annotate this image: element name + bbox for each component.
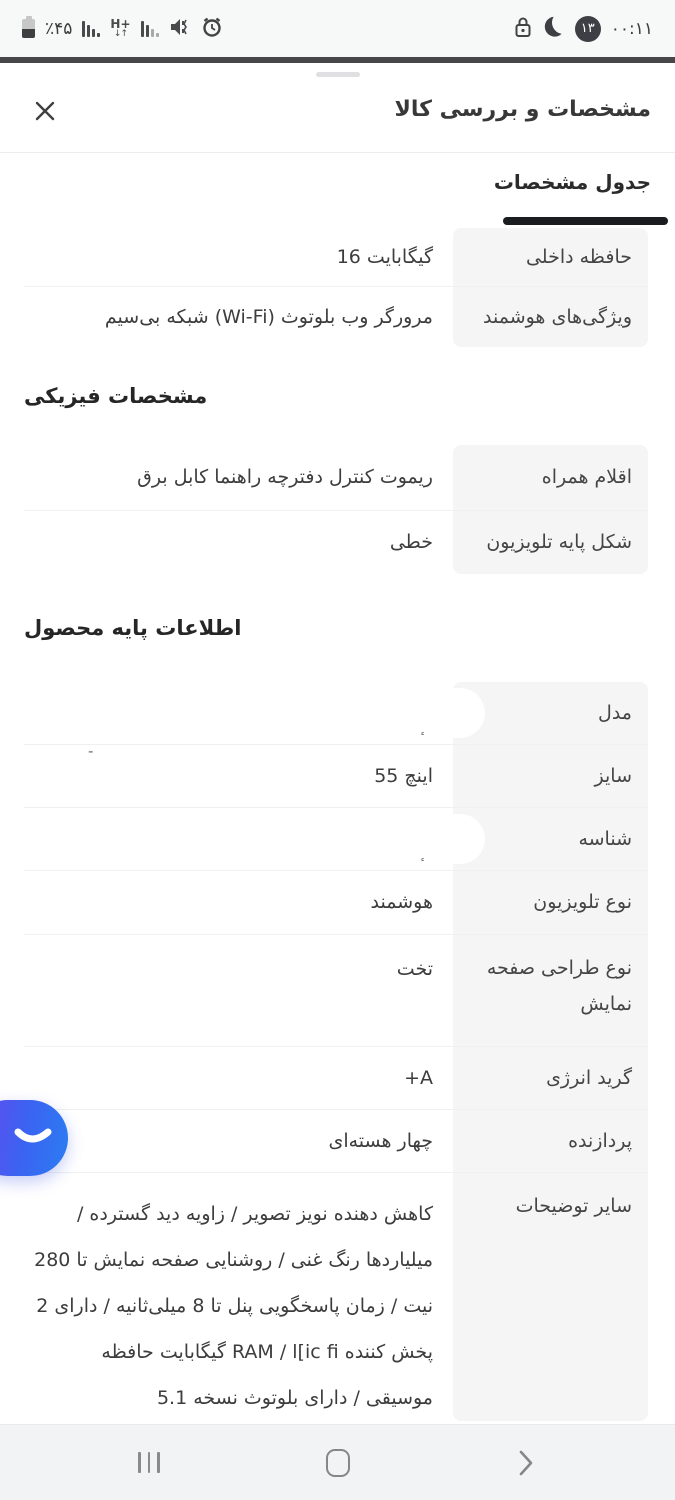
- notification-count-badge: ۱۳: [575, 16, 601, 42]
- close-button[interactable]: [30, 96, 60, 126]
- signal-bars-icon: [141, 20, 159, 37]
- chat-smile-icon: [14, 1124, 54, 1152]
- close-icon: [30, 96, 60, 126]
- spec-row: [24, 1172, 648, 1421]
- sheet-title: مشخصات و بررسی کالا: [394, 97, 651, 122]
- spec-label: اقلام همراه: [453, 445, 648, 510]
- spec-row: [24, 870, 648, 934]
- back-icon: [517, 1449, 535, 1477]
- spec-value: ریموت کنترل دفترچه راهنما کابل برق: [137, 466, 433, 489]
- spec-row: [24, 286, 648, 347]
- spec-label: نوع تلویزیون: [453, 871, 648, 934]
- spec-row: [24, 682, 648, 760]
- signal-bars-icon: [82, 20, 100, 37]
- spec-label: شکل پایه تلویزیون: [453, 511, 648, 574]
- spec-value: تخت: [396, 958, 433, 980]
- redacted-blob: [423, 814, 485, 864]
- recents-button[interactable]: [125, 1439, 173, 1487]
- section-heading: مشخصات فیزیکی: [24, 384, 208, 408]
- spec-label: نوع طراحی صفحه نمایش: [453, 935, 648, 1046]
- spec-label: مدل: [453, 682, 648, 744]
- sheet-drag-handle[interactable]: [316, 72, 360, 77]
- spec-value: کاهش دهنده نویز تصویر / زاویه دید گسترده / میلیاردها رنگ غنی / روشنایی صفحه نمایش تا 280 نیت / زمان پاسخگویی پنل تا 8 میلی‌ثانیه / دارای 2 گیگابایت حافظه RAM / l[ic fi پخش کننده موسیقی / دارای بلوتوث نسخه 5.1: [34, 1203, 433, 1409]
- status-bar: [0, 0, 675, 57]
- spec-row: [24, 807, 648, 870]
- home-icon: [326, 1449, 350, 1477]
- battery-percent: ٪۴۵: [45, 18, 73, 39]
- redacted-blob: [423, 688, 485, 738]
- spec-label: گرید انرژی: [453, 1047, 648, 1109]
- system-nav-bar: [0, 1424, 675, 1500]
- specs-bottom-sheet: [0, 63, 675, 1500]
- spec-value: هوشمند: [370, 891, 433, 914]
- alarm-clock-icon: [201, 16, 223, 42]
- battery-icon: [22, 19, 35, 38]
- lock-icon: [513, 16, 533, 42]
- status-left-cluster: [22, 16, 223, 42]
- spec-row: [24, 744, 648, 807]
- spec-row: [24, 1109, 648, 1172]
- spec-label: سایر توضیحات: [453, 1173, 648, 1421]
- spec-label: سایز: [453, 745, 648, 807]
- spec-row: [24, 445, 648, 510]
- section-heading: اطلاعات پایه محصول: [24, 616, 242, 640]
- spec-value: +A: [404, 1066, 433, 1089]
- spec-table: [24, 228, 648, 1421]
- recents-icon: [138, 1452, 160, 1473]
- spec-row: [24, 934, 648, 1046]
- moon-icon: [543, 16, 565, 42]
- home-button[interactable]: [314, 1439, 362, 1487]
- spec-value: خطی: [389, 531, 433, 554]
- spec-value: 16 گیگابایت: [336, 245, 433, 268]
- spec-label: حافظه داخلی: [453, 228, 648, 286]
- spec-row: [24, 228, 648, 286]
- spec-row: [24, 1046, 648, 1109]
- spec-row: [24, 510, 648, 574]
- status-right-cluster: [513, 16, 653, 42]
- vibrate-mute-icon: [169, 17, 191, 41]
- back-button[interactable]: [502, 1439, 550, 1487]
- spec-label: پردازنده: [453, 1110, 648, 1172]
- mobile-data-hplus-icon: H+ ↓↑: [110, 17, 131, 39]
- header-divider: [0, 152, 675, 153]
- clock-time: ۰۰:۱۱: [610, 18, 653, 39]
- spec-value: چهار هسته‌ای: [328, 1129, 433, 1152]
- active-tab-indicator: [503, 217, 668, 225]
- redaction-residue: -: [88, 742, 94, 760]
- tab-spec-table[interactable]: جدول مشخصات: [493, 170, 651, 194]
- spec-label: ویژگی‌های هوشمند: [453, 287, 648, 347]
- spec-label: شناسه: [453, 808, 648, 870]
- spec-value: شبکه بی‌سیم (Wi-Fi) مرورگر وب بلوتوث: [104, 305, 433, 328]
- spec-value: 55 اینچ: [374, 764, 433, 787]
